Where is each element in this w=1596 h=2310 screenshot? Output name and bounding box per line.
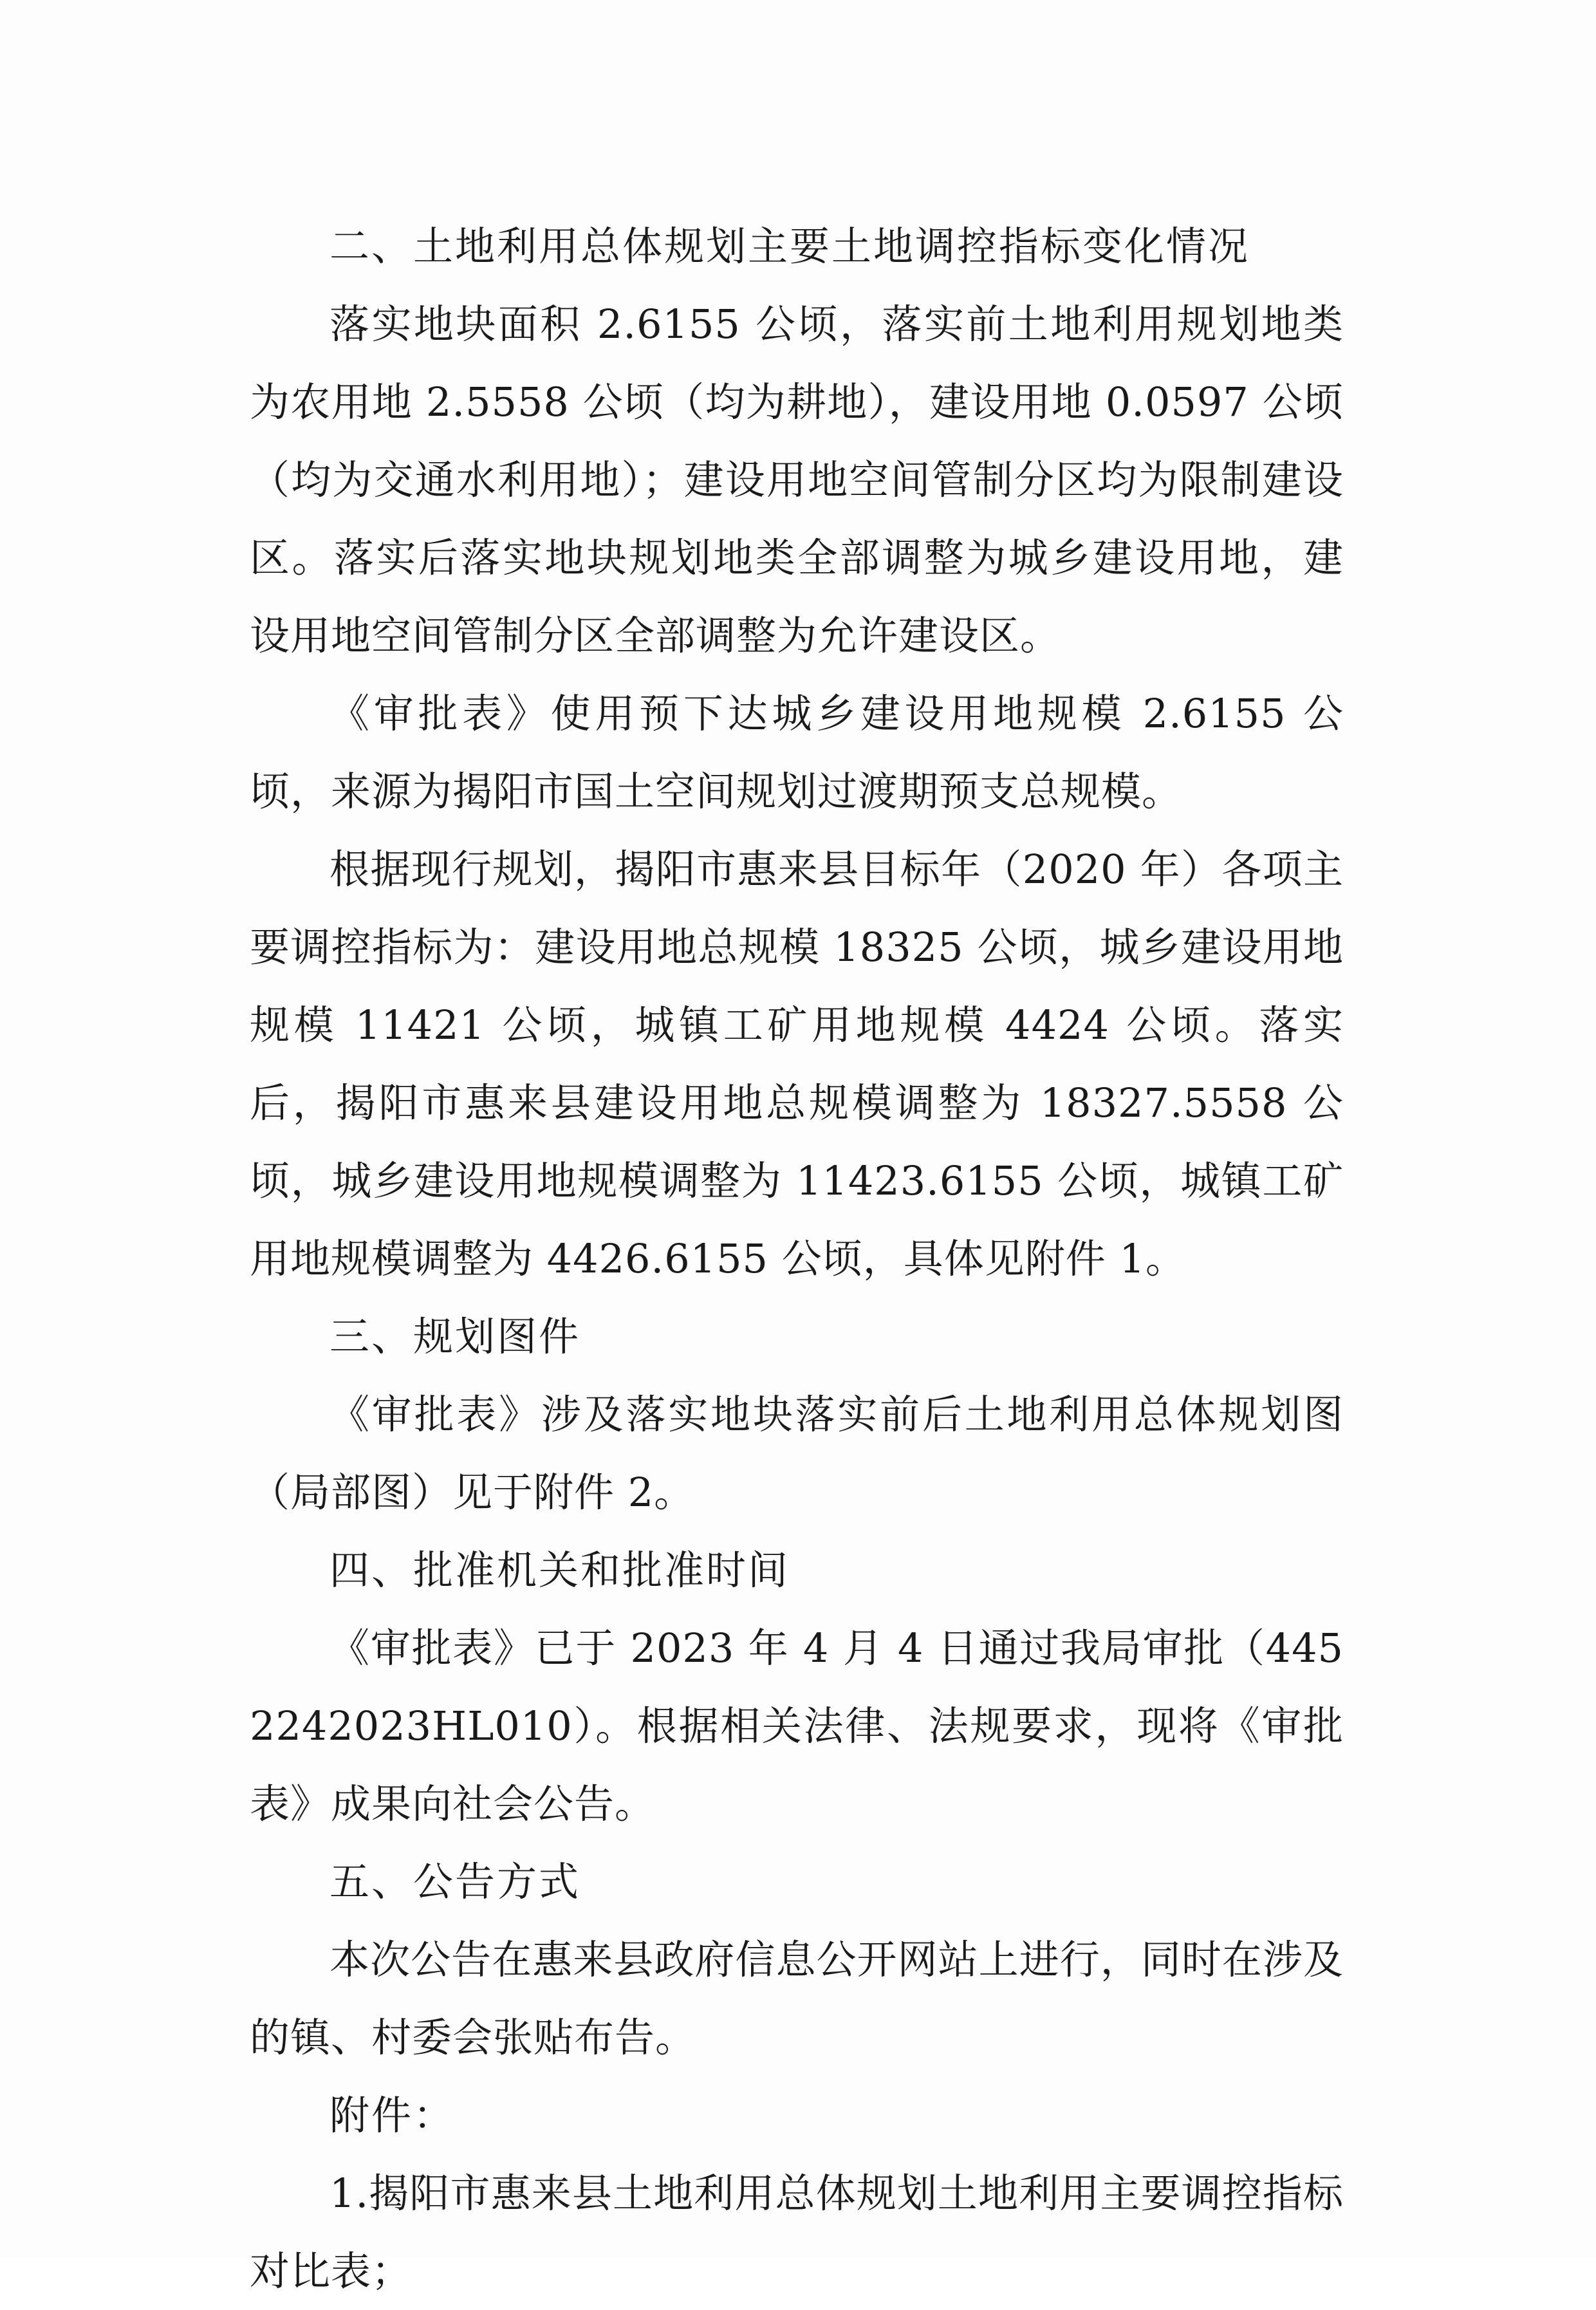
paragraph-current-plan-indicators: 根据现行规划，揭阳市惠来县目标年（2020 年）各项主要调控指标为：建设用地总规模 18325 公顷，城乡建设用地规模 11421 公顷，城镇工矿用地规模 4424 公顷。落实后，揭阳市惠来县建设用地总规模调整为 18327.5558 公顷，城乡建设用地规模调整为 11423.6155 公顷，城镇工矿用地规模调整为 4426.6155 公顷，具体见附件 1。 <box>250 846 1344 1282</box>
paragraph-approval: 《审批表》已于 2023 年 4 月 4 日通过我局审批（4452242023HL010）。根据相关法律、法规要求，现将《审批表》成果向社会公告。 <box>250 1625 1344 1827</box>
paragraph-announcement-method: 本次公告在惠来县政府信息公开网站上进行，同时在涉及的镇、村委会张贴布告。 <box>250 1936 1344 2061</box>
section-heading-approval: 四、批准机关和批准时间 <box>329 1547 790 1594</box>
paragraph-plot-area: 落实地块面积 2.6155 公顷，落实前土地利用规划地类为农用地 2.5558 公顷（均为耕地），建设用地 0.0597 公顷（均为交通水利用地）；建设用地空间管制分区均为限制建设区。落实后落实地块规划地类全部调整为城乡建设用地，建设用地空间管制分区全部调整为允许建设区。 <box>250 301 1344 659</box>
paragraph-plan-maps: 《审批表》涉及落实地块落实前后土地利用总体规划图（局部图）见于附件 2。 <box>250 1391 1344 1516</box>
section-heading-plan-maps: 三、规划图件 <box>329 1313 581 1360</box>
attachments-heading: 附件： <box>329 2092 456 2139</box>
section-heading-announcement-method: 五、公告方式 <box>329 1858 581 1905</box>
section-heading-indicator-changes: 二、土地利用总体规划主要土地调控指标变化情况 <box>329 223 1250 270</box>
document-body <box>250 207 1344 2310</box>
attachment-item-1: 1.揭阳市惠来县土地利用总体规划土地利用主要调控指标对比表； <box>250 2170 1344 2295</box>
paragraph-approval-scale: 《审批表》使用预下达城乡建设用地规模 2.6155 公顷，来源为揭阳市国土空间规划过渡期预支总规模。 <box>250 690 1344 815</box>
